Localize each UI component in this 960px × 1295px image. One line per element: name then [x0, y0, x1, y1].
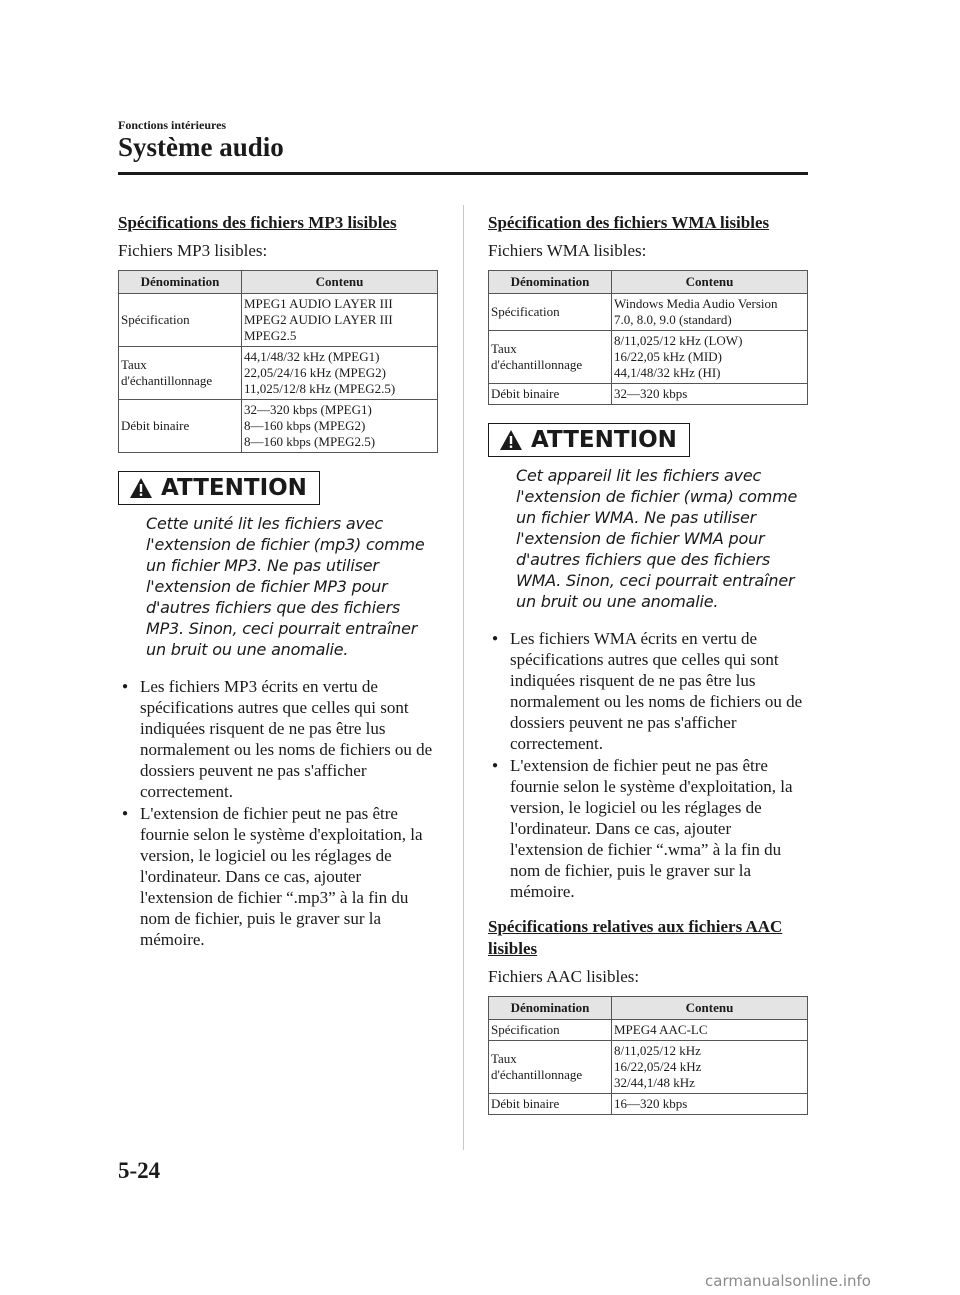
table-row — [489, 294, 808, 331]
row-value-line: 7.0, 8.0, 9.0 (standard) — [614, 312, 732, 327]
row-value-line: 44,1/48/32 kHz (MPEG1) — [244, 349, 380, 364]
mp3-section — [118, 212, 438, 951]
row-value-line: MPEG4 AAC-LC — [614, 1022, 708, 1037]
column-header-name: Dénomination — [489, 997, 612, 1020]
table-header-row — [489, 997, 808, 1020]
row-value-line: 32―320 kbps — [614, 386, 688, 401]
list-item — [488, 628, 808, 754]
bullet-icon: ● — [122, 681, 129, 692]
attention-label: ATTENTION — [531, 427, 677, 453]
attention-text: Cet appareil lit les fichiers avec l'extension de fichier (wma) comme un fichier WMA. Ne pas utiliser l'extension de fichier WMA pour d'autres fichiers que des fichiers WMA. Sinon, ceci pourrait entraîner un bruit ou une anomalie. — [516, 466, 798, 611]
table-row — [489, 1041, 808, 1094]
attention-badge — [118, 471, 320, 505]
column-header-name: Dénomination — [119, 271, 242, 294]
wma-section-title: Spécification des fichiers WMA lisibles — [488, 213, 770, 232]
bullet-icon: ● — [492, 633, 499, 644]
header-rule — [118, 172, 808, 175]
bullet-icon: ● — [122, 808, 129, 819]
header-section-label: Fonctions intérieures — [118, 118, 227, 132]
list-item-text: L'extension de fichier peut ne pas être fournie selon le système d'exploitation, la version, le logiciel ou les réglages de l'ordinateur. Dans ce cas, ajouter l'extension de fichier “.wma” à la fin du nom de fichier, puis le graver sur la mémoire. — [510, 756, 793, 901]
column-header-name: Dénomination — [489, 271, 612, 294]
page-title: Système audio — [118, 132, 284, 162]
wma-spec-table — [488, 270, 808, 405]
table-header-row — [119, 271, 438, 294]
table-row — [119, 294, 438, 347]
row-name: Débit binaire — [489, 384, 612, 405]
row-value-line: 32/44,1/48 kHz — [614, 1075, 695, 1090]
row-value-line: 44,1/48/32 kHz (HI) — [614, 365, 721, 380]
list-item-text: Les fichiers WMA écrits en vertu de spécifications autres que celles qui sont indiquées risquent de ne pas être lus normalement ou les noms de fichiers ou de dossiers peuvent ne pas s'afficher correctement. — [510, 629, 803, 753]
row-name: Débit binaire — [489, 1094, 612, 1115]
row-value-line: 16/22,05 kHz (MID) — [614, 349, 722, 364]
wma-intro: Fichiers WMA lisibles: — [488, 241, 647, 260]
row-name: Spécification — [489, 1020, 612, 1041]
table-row — [489, 384, 808, 405]
warning-icon — [499, 429, 523, 451]
attention-text: Cette unité lit les fichiers avec l'extension de fichier (mp3) comme un fichier MP3. Ne pas utiliser l'extension de fichier MP3 pour d'autres fichiers que des fichiers MP3. Sinon, ceci pourrait entraîner un bruit ou une anomalie. — [146, 514, 425, 659]
row-name: Taux d'échantillonnage — [489, 1041, 612, 1094]
row-content — [612, 1094, 808, 1115]
row-content — [612, 331, 808, 384]
row-content — [242, 294, 438, 347]
row-name: Taux d'échantillonnage — [119, 347, 242, 400]
bullet-icon: ● — [492, 760, 499, 771]
page-number: 5-24 — [118, 1158, 161, 1183]
row-value-line: 32―320 kbps (MPEG1) — [244, 402, 372, 417]
table-row — [119, 347, 438, 400]
table-row — [119, 400, 438, 453]
row-value-line: MPEG2 AUDIO LAYER III — [244, 312, 393, 327]
row-value-line: MPEG1 AUDIO LAYER III — [244, 296, 393, 311]
row-content — [612, 384, 808, 405]
table-row — [489, 331, 808, 384]
list-item — [488, 755, 808, 902]
row-name: Débit binaire — [119, 400, 242, 453]
list-item — [118, 803, 438, 950]
watermark: carmanualsonline.info — [705, 1272, 871, 1290]
mp3-intro: Fichiers MP3 lisibles: — [118, 241, 268, 260]
mp3-spec-table — [118, 270, 438, 453]
row-content — [612, 294, 808, 331]
row-content — [612, 1041, 808, 1094]
column-header-content: Contenu — [612, 271, 808, 294]
wma-aac-column — [488, 212, 808, 1115]
row-content — [242, 347, 438, 400]
table-row — [489, 1094, 808, 1115]
row-value-line: 16―320 kbps — [614, 1096, 688, 1111]
row-value-line: 16/22,05/24 kHz — [614, 1059, 702, 1074]
row-value-line: 22,05/24/16 kHz (MPEG2) — [244, 365, 386, 380]
mp3-notes — [118, 676, 438, 950]
row-value-line: 11,025/12/8 kHz (MPEG2.5) — [244, 381, 396, 396]
row-value-line: 8―160 kbps (MPEG2.5) — [244, 434, 376, 449]
column-header-content: Contenu — [612, 997, 808, 1020]
row-value-line: Windows Media Audio Version — [614, 296, 778, 311]
row-value-line: 8/11,025/12 kHz — [614, 1043, 701, 1058]
aac-intro: Fichiers AAC lisibles: — [488, 967, 640, 986]
column-divider — [463, 205, 464, 1150]
aac-section-title: Spécifications relatives aux fichiers AAC lisibles — [488, 917, 783, 958]
warning-icon — [129, 477, 153, 499]
row-content — [612, 1020, 808, 1041]
row-content — [242, 400, 438, 453]
list-item — [118, 676, 438, 802]
row-name: Taux d'échantillonnage — [489, 331, 612, 384]
aac-spec-table — [488, 996, 808, 1115]
list-item-text: Les fichiers MP3 écrits en vertu de spécifications autres que celles qui sont indiquées risquent de ne pas être lus normalement ou les noms de fichiers ou de dossiers peuvent ne pas s'afficher correctement. — [140, 677, 433, 801]
row-value-line: 8/11,025/12 kHz (LOW) — [614, 333, 743, 348]
mp3-section-title: Spécifications des fichiers MP3 lisibles — [118, 213, 397, 232]
table-row — [489, 1020, 808, 1041]
wma-notes — [488, 628, 808, 902]
row-name: Spécification — [119, 294, 242, 347]
row-value-line: MPEG2.5 — [244, 328, 297, 343]
row-value-line: 8―160 kbps (MPEG2) — [244, 418, 366, 433]
table-header-row — [489, 271, 808, 294]
attention-badge — [488, 423, 690, 457]
list-item-text: L'extension de fichier peut ne pas être fournie selon le système d'exploitation, la version, le logiciel ou les réglages de l'ordinateur. Dans ce cas, ajouter l'extension de fichier “.mp3” à la fin du nom de fichier, puis le graver sur la mémoire. — [140, 804, 423, 949]
row-name: Spécification — [489, 294, 612, 331]
attention-label: ATTENTION — [161, 475, 307, 501]
column-header-content: Contenu — [242, 271, 438, 294]
